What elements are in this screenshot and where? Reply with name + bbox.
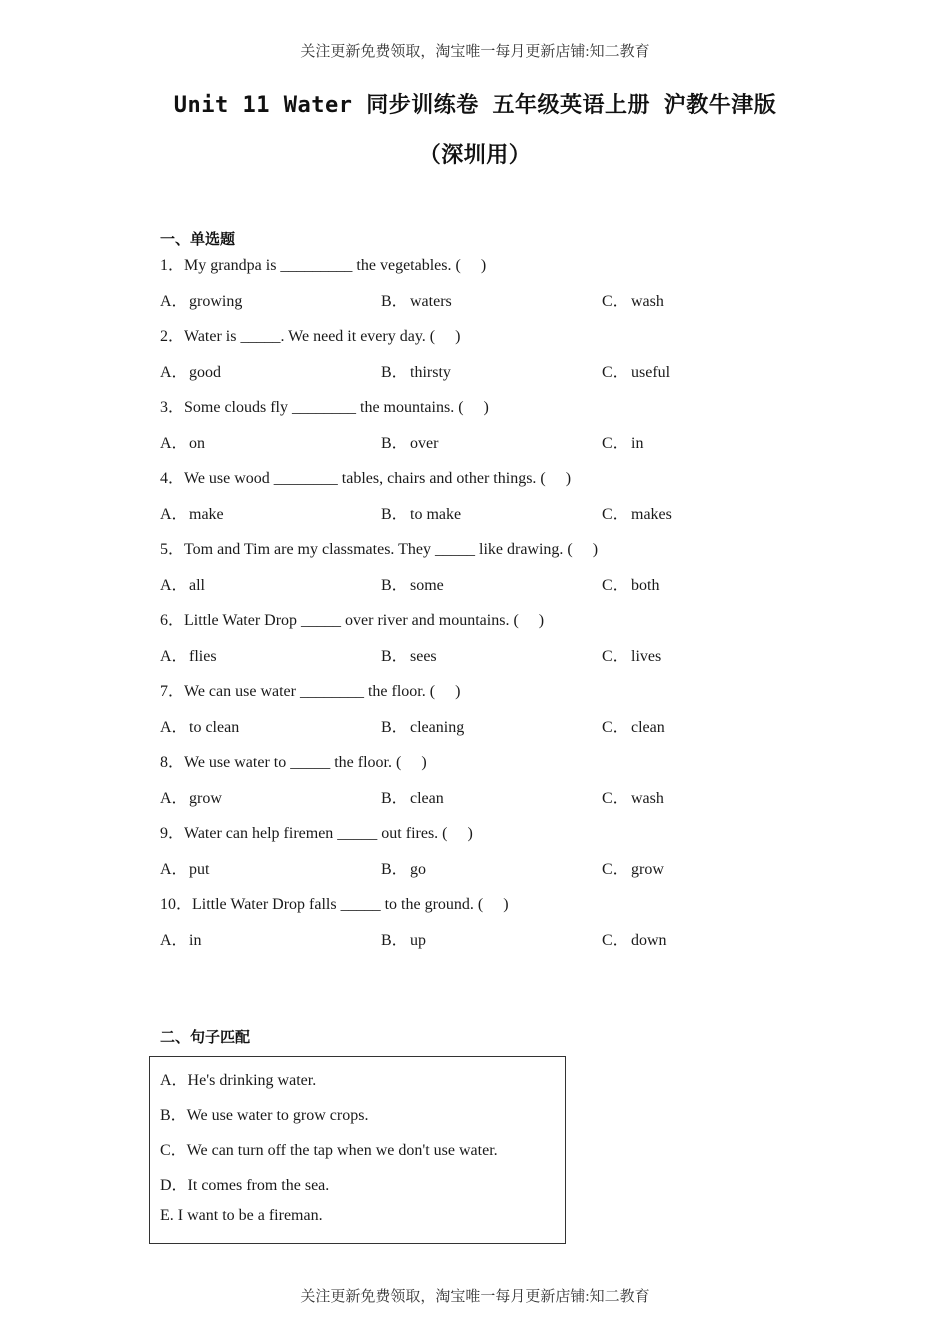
- question-option: [602, 856, 664, 879]
- option-text: go: [410, 861, 426, 878]
- question-option: [160, 572, 205, 595]
- question-option: [160, 785, 222, 808]
- option-text: over: [410, 435, 439, 452]
- question-option: [602, 430, 643, 453]
- question-option: [160, 359, 221, 382]
- option-text: up: [410, 932, 426, 949]
- question-option: [381, 785, 444, 808]
- option-label: B．: [381, 790, 408, 807]
- page-title: Unit 11 Water 同步训练卷 五年级英语上册 沪教牛津版: [173, 93, 777, 118]
- question-stem: 1．My grandpa is _________ the vegetables. ( ): [160, 257, 487, 274]
- option-label: B．: [381, 861, 408, 878]
- option-label: B．: [381, 293, 408, 310]
- option-text: grow: [189, 790, 222, 807]
- matching-item: E. I want to be a fireman.: [160, 1207, 323, 1224]
- question-stem: 6．Little Water Drop _____ over river and mountains. ( ): [160, 612, 545, 629]
- option-text: make: [189, 506, 224, 523]
- question-option: [381, 501, 461, 524]
- option-text: all: [189, 577, 205, 594]
- option-label: B．: [381, 506, 408, 523]
- option-label: A．: [160, 648, 188, 665]
- question-option: [602, 572, 659, 595]
- question-option: [160, 927, 201, 950]
- option-label: B．: [381, 932, 408, 949]
- question-option: [602, 359, 670, 382]
- option-text: clean: [631, 719, 665, 736]
- option-label: A．: [160, 577, 188, 594]
- option-label: A．: [160, 364, 188, 381]
- option-text: to clean: [189, 719, 240, 736]
- option-text: good: [189, 364, 221, 381]
- matching-item: A．He's drinking water.: [160, 1072, 317, 1089]
- question-option: [381, 927, 426, 950]
- question-stem: 5．Tom and Tim are my classmates. They _____ like drawing. ( ): [160, 541, 599, 558]
- option-label: C．: [602, 293, 629, 310]
- question-option: [602, 643, 661, 666]
- question-stem: 3．Some clouds fly ________ the mountains. ( ): [160, 399, 489, 416]
- option-text: put: [189, 861, 210, 878]
- option-text: grow: [631, 861, 664, 878]
- question-option: [160, 643, 217, 666]
- option-label: A．: [160, 506, 188, 523]
- section-1-title: 一、单选题: [160, 230, 236, 248]
- question-stem: 7．We can use water ________ the floor. ( ): [160, 683, 461, 700]
- option-text: flies: [189, 648, 217, 665]
- question-stem: 8．We use water to _____ the floor. ( ): [160, 754, 427, 771]
- question-option: [160, 856, 209, 879]
- matching-item: C．We can turn off the tap when we don't use water.: [160, 1142, 498, 1159]
- option-label: C．: [602, 364, 629, 381]
- question-stem: 4．We use wood ________ tables, chairs and other things. ( ): [160, 470, 572, 487]
- question-stem: 10．Little Water Drop falls _____ to the ground. ( ): [160, 896, 509, 913]
- question-option: [602, 927, 667, 950]
- matching-item: D．It comes from the sea.: [160, 1177, 330, 1194]
- option-text: in: [631, 435, 644, 452]
- question-option: [602, 714, 665, 737]
- question-option: [160, 501, 224, 524]
- option-label: C．: [602, 719, 629, 736]
- question-option: [381, 288, 452, 311]
- option-label: B．: [381, 364, 408, 381]
- option-label: A．: [160, 861, 188, 878]
- option-text: thirsty: [410, 364, 451, 381]
- option-text: wash: [631, 790, 664, 807]
- question-option: [160, 430, 205, 453]
- question-option: [381, 714, 464, 737]
- option-label: C．: [602, 932, 629, 949]
- option-label: C．: [602, 506, 629, 523]
- option-text: sees: [410, 648, 437, 665]
- matching-item: B．We use water to grow crops.: [160, 1107, 369, 1124]
- question-option: [381, 359, 451, 382]
- option-text: both: [631, 577, 660, 594]
- question-option: [602, 501, 672, 524]
- page-subtitle: （深圳用）: [418, 143, 532, 168]
- option-label: C．: [602, 648, 629, 665]
- option-text: useful: [631, 364, 671, 381]
- option-text: cleaning: [410, 719, 465, 736]
- question-option: [160, 288, 242, 311]
- footer-note: 关注更新免费领取，淘宝唯一每月更新店铺:知二教育: [300, 1289, 650, 1305]
- option-text: in: [189, 932, 202, 949]
- question-option: [160, 714, 239, 737]
- question-option: [602, 288, 664, 311]
- question-stem: 9．Water can help firemen _____ out fires. ( ): [160, 825, 473, 842]
- option-label: C．: [602, 861, 629, 878]
- option-text: lives: [631, 648, 662, 665]
- option-text: makes: [631, 506, 672, 523]
- option-text: growing: [189, 293, 243, 310]
- option-label: A．: [160, 719, 188, 736]
- question-option: [381, 430, 438, 453]
- section-2-title: 二、句子匹配: [160, 1028, 251, 1046]
- option-text: some: [410, 577, 444, 594]
- option-text: down: [631, 932, 667, 949]
- option-text: wash: [631, 293, 664, 310]
- option-label: C．: [602, 577, 629, 594]
- option-label: A．: [160, 293, 188, 310]
- option-label: B．: [381, 577, 408, 594]
- question-option: [602, 785, 664, 808]
- option-text: to make: [410, 506, 462, 523]
- option-label: B．: [381, 719, 408, 736]
- question-option: [381, 643, 437, 666]
- option-text: waters: [410, 293, 452, 310]
- option-label: B．: [381, 648, 408, 665]
- question-option: [381, 572, 444, 595]
- question-option: [381, 856, 426, 879]
- question-stem: 2．Water is _____. We need it every day. ( ): [160, 328, 461, 345]
- header-note: 关注更新免费领取，淘宝唯一每月更新店铺:知二教育: [300, 44, 650, 60]
- option-label: A．: [160, 435, 188, 452]
- option-label: A．: [160, 790, 188, 807]
- option-text: on: [189, 435, 205, 452]
- option-label: A．: [160, 932, 188, 949]
- option-label: C．: [602, 790, 629, 807]
- option-label: B．: [381, 435, 408, 452]
- option-text: clean: [410, 790, 444, 807]
- option-label: C．: [602, 435, 629, 452]
